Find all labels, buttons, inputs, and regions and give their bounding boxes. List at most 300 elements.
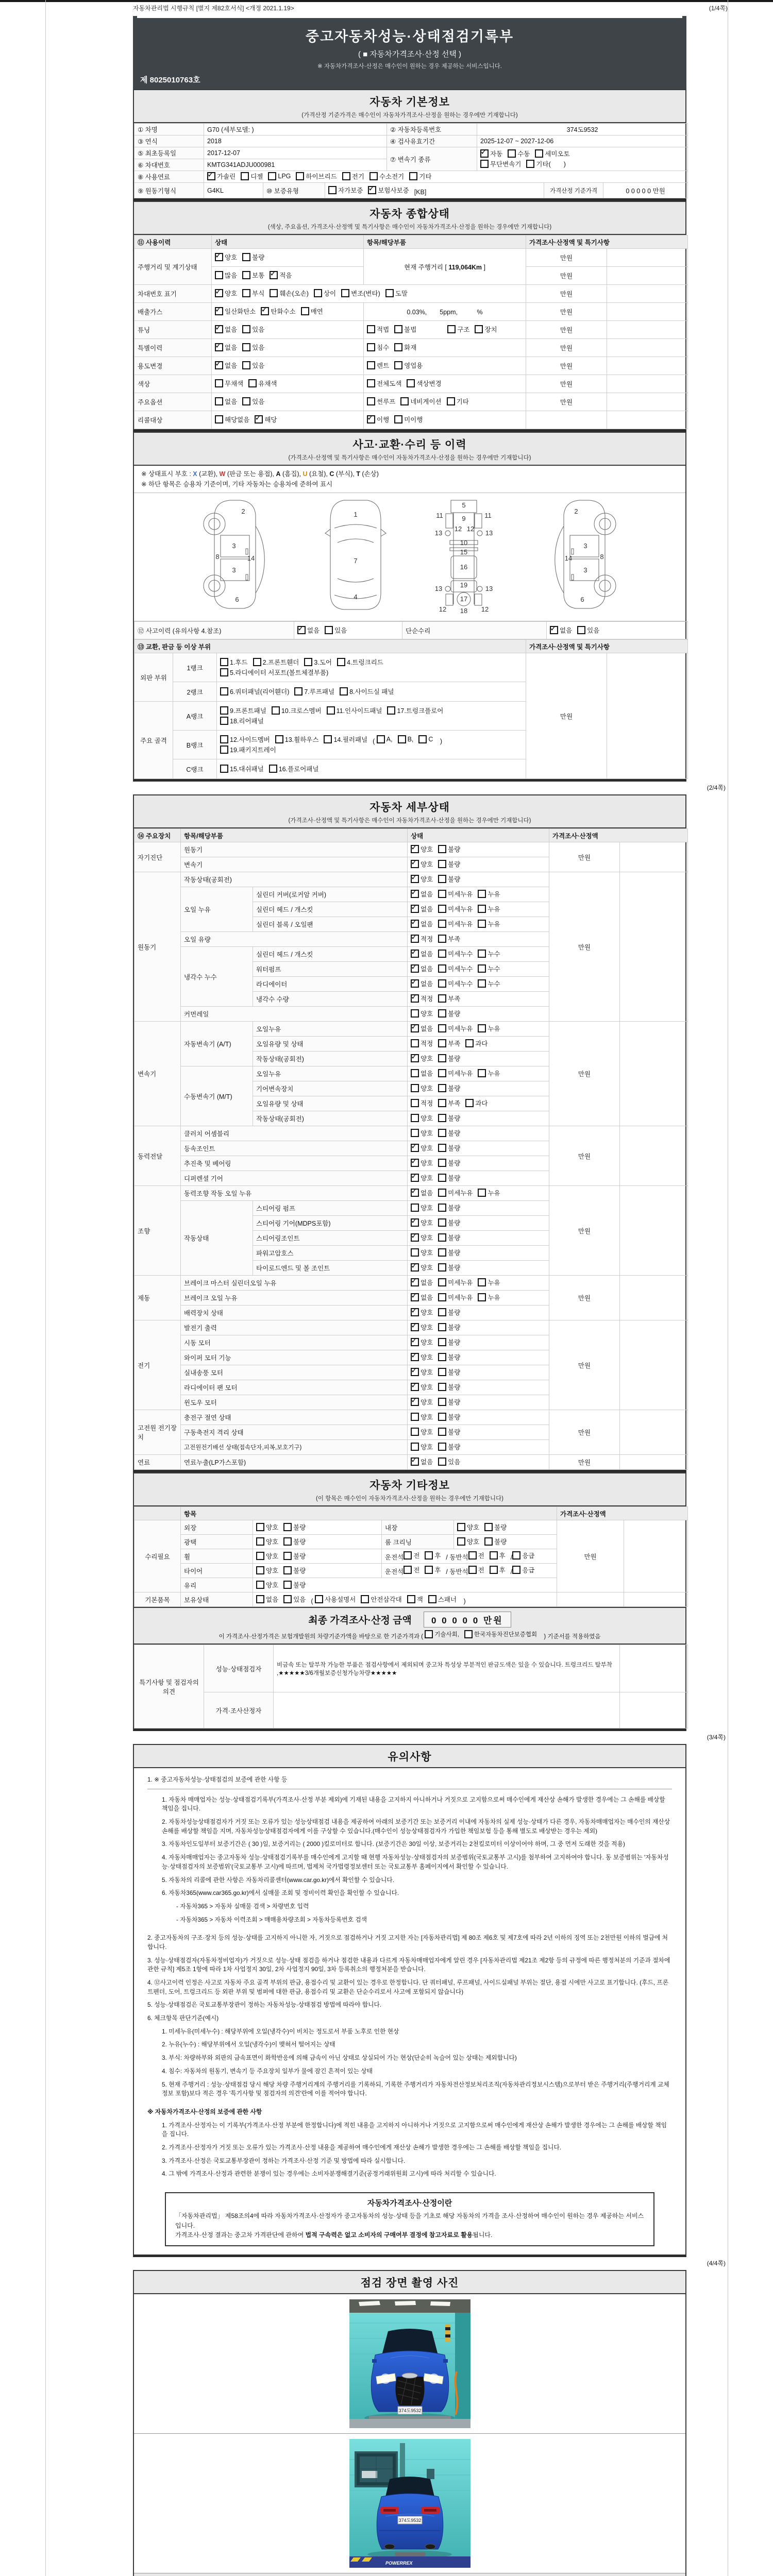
- table-cell: [620, 1022, 688, 1126]
- checkbox-unchecked: [478, 979, 500, 988]
- checkbox-box: [480, 149, 489, 158]
- table-cell: [364, 339, 526, 357]
- checkbox-box: [394, 325, 402, 333]
- checkbox-unchecked: [315, 1595, 356, 1604]
- checkbox-box: [367, 397, 375, 405]
- table-cell: [624, 1520, 688, 1592]
- checkbox-label: 없음: [421, 951, 433, 958]
- checkbox-box: [256, 1581, 264, 1589]
- checkbox-label: 불량: [448, 1369, 461, 1376]
- car-diagram-side-left: [196, 497, 286, 616]
- checkbox-unchecked: [490, 1565, 506, 1574]
- checkbox-unchecked: [457, 1522, 479, 1532]
- table-cell: 만원: [526, 357, 607, 375]
- checkbox-box: [294, 687, 303, 696]
- checkbox-unchecked: [242, 289, 264, 298]
- price-definition-line2-post: 됩니다.: [473, 2231, 493, 2239]
- checkbox-box: [411, 1383, 419, 1391]
- accident-title: 사고·교환·수리 등 이력: [352, 439, 467, 451]
- checkbox-label: 양호: [266, 1523, 279, 1531]
- checkbox-checked: [367, 415, 389, 424]
- table-row: [135, 375, 688, 393]
- checkbox-unchecked: [438, 979, 473, 988]
- checkbox-unchecked: [438, 1173, 460, 1182]
- table-cell: 주요 골격: [135, 702, 173, 779]
- checkbox-box: [490, 1551, 498, 1560]
- checkbox-unchecked: [220, 735, 270, 744]
- table-cell: 만원: [526, 653, 607, 779]
- checkbox-label: 침수: [377, 344, 390, 351]
- table-cell: 원동기: [181, 842, 408, 857]
- table-cell: [408, 1410, 549, 1425]
- checkbox-label: 누유: [488, 1025, 500, 1032]
- svg-text:13: 13: [434, 529, 443, 537]
- notice-item: 5. 자동차의 리콜에 관한 사항은 자동차리콜센터(www.car.go.kr)에서 확인할 수 있습니다.: [162, 1876, 395, 1884]
- checkbox-label: 양호: [421, 861, 433, 868]
- checkbox-label: 미세누유: [448, 906, 473, 913]
- table-row: [135, 1022, 688, 1037]
- checkbox-label: 있음: [252, 398, 265, 405]
- checkbox-label: 8.사이드실 패널: [349, 688, 394, 696]
- checkbox-label: 탄화수소: [271, 308, 296, 315]
- table: [134, 621, 688, 639]
- svg-text:3: 3: [232, 566, 236, 574]
- table-cell: [408, 1141, 549, 1156]
- checkbox-box: [438, 1353, 446, 1361]
- overall-state-header: [134, 202, 685, 235]
- table-cell: 냉각수 수량: [253, 992, 408, 1007]
- checkbox-box: [215, 361, 223, 369]
- checkbox-unchecked: [367, 397, 395, 406]
- checkbox-box: [438, 1144, 446, 1152]
- text: (손상): [360, 470, 379, 478]
- table-cell: [408, 1440, 549, 1455]
- table-cell: [382, 1564, 557, 1578]
- notice-item: 4. ⑫사고이력 인정은 사고로 자동차 주요 골격 부위의 판금, 용접수리 및 교환이 있는 경우로 한정합니다. 단 쿼터패널, 루프패널, 사이드실패널 부위는 절단, 용접 시에만 사고로 표기합니다. (후드, 프론트펜더, 도어, 트렁크리드 등 외판 부위 및 범퍼에 대한 판금, 용접수리 및 교환은 단순수리로서 사고에 포함되지 않습니다): [147, 1979, 669, 1995]
- checkbox-box: [385, 289, 394, 297]
- checkbox-unchecked: [577, 625, 599, 635]
- photo-rear-row: [134, 2434, 685, 2573]
- checkbox-label: LPG: [278, 173, 291, 180]
- table-cell: 동력전달: [135, 1126, 181, 1186]
- checkbox-box: [242, 361, 250, 369]
- table-cell: [607, 321, 688, 339]
- checkbox-unchecked: [438, 1054, 460, 1063]
- table-cell: [212, 375, 364, 393]
- checkbox-label: 미세누유: [448, 891, 473, 898]
- checkbox-unchecked: [438, 934, 460, 943]
- text: (: [373, 737, 377, 745]
- checkbox-label: 불량: [448, 1115, 461, 1122]
- table-cell: [477, 147, 688, 171]
- checkbox-label: 양호: [421, 1354, 433, 1361]
- table-cell: 0 0 0 0 0 만원: [603, 183, 688, 198]
- table-cell: [408, 1126, 549, 1141]
- checkbox-box: [411, 1129, 419, 1137]
- checkbox-unchecked: [404, 1551, 419, 1560]
- table-cell: [408, 1231, 549, 1246]
- checkbox-box: [248, 379, 257, 387]
- checkbox-box: [215, 253, 223, 261]
- table-cell: [408, 1320, 549, 1335]
- table: [134, 1506, 688, 1607]
- table-cell: 오일누유: [253, 1022, 408, 1037]
- checkbox-box: [411, 1054, 419, 1062]
- table-cell: [408, 1455, 549, 1470]
- text: (교환),: [197, 470, 220, 478]
- checkbox-label: 자동: [490, 150, 503, 158]
- checkbox-label: 없음: [225, 344, 238, 351]
- checkbox-checked: [411, 1308, 433, 1317]
- table-cell: 용도변경: [135, 357, 212, 375]
- checkbox-label: 불량: [293, 1538, 306, 1546]
- checkbox-unchecked: [220, 668, 328, 677]
- checkbox-label: 양호: [421, 1399, 433, 1406]
- price-definition-line2-bold: 법적 구속력은 없고 소비자의 구매여부 결정에 참고자료로 활용: [305, 2231, 473, 2239]
- checkbox-label: 9.프론트패널: [230, 707, 266, 715]
- checkbox-box: [411, 1144, 419, 1152]
- table-cell: [408, 1350, 549, 1365]
- svg-text:10: 10: [460, 539, 468, 547]
- checkbox-unchecked: [438, 1083, 460, 1093]
- table-cell: KMTG341ADJU000981: [204, 159, 387, 171]
- checkbox-unchecked: [242, 270, 264, 280]
- checkbox-unchecked: [411, 1248, 433, 1257]
- svg-text:13: 13: [485, 529, 493, 537]
- text: (흠집),: [280, 470, 303, 478]
- checkbox-checked: [411, 844, 433, 854]
- checkbox-box: [242, 253, 250, 261]
- checkbox-label: 전: [413, 1552, 420, 1560]
- checkbox-box: [411, 994, 419, 1003]
- notice-item: 2. 중고자동차의 구조·장치 등의 성능·상태를 고지하지 아니한 자, 거짓으로 점검하거나 거짓 고지한 자는 [자동차관리법] 제 80조 제6호 및 제7호에 따라 2년 이하의 징역 또는 2천만원 이하의 벌금에 처합니다.: [147, 1934, 668, 1951]
- checkbox-box: [438, 845, 446, 853]
- checkbox-box: [304, 658, 312, 666]
- table-cell: [364, 321, 526, 339]
- checkbox-unchecked: [325, 625, 347, 635]
- checkbox-box: [215, 307, 223, 315]
- checkbox-box: [283, 1566, 292, 1574]
- checkbox-unchecked: [328, 185, 363, 195]
- checkbox-box: [478, 1069, 486, 1077]
- table-cell: 튜닝: [135, 321, 212, 339]
- checkbox-box: [411, 1428, 419, 1436]
- table-cell: 작동상태(공회전): [181, 872, 408, 887]
- checkbox-label: 없음: [421, 1279, 433, 1286]
- checkbox-label: 양호: [421, 1234, 433, 1242]
- table-cell: [217, 731, 526, 759]
- checkbox-label: 미세누유: [448, 1070, 473, 1077]
- checkbox-box: [577, 626, 585, 634]
- checkbox-label: 없음: [421, 1025, 433, 1032]
- checkbox-box: [242, 325, 250, 333]
- checkbox-label: 보험사보증: [378, 187, 409, 194]
- table-row: [135, 653, 688, 682]
- table-row: [135, 842, 688, 857]
- checkbox-box: [269, 765, 277, 773]
- table: [134, 828, 688, 1470]
- page-top-rule: [0, 0, 773, 2]
- checkbox-box: [438, 1204, 446, 1212]
- checkbox-unchecked: [400, 397, 441, 406]
- checkbox-label: A,: [386, 735, 393, 743]
- table-cell: ⑬ 교환, 판금 등 이상 부위: [135, 640, 526, 653]
- table-cell: [620, 872, 688, 1022]
- table-row: [135, 249, 688, 267]
- svg-text:12: 12: [439, 605, 447, 613]
- table-cell: [253, 1578, 557, 1592]
- checkbox-box: [411, 860, 419, 868]
- table-cell: 스티어링 기어(MDPS포함): [253, 1216, 408, 1231]
- text: W: [219, 470, 226, 478]
- checkbox-label: 없음: [421, 891, 433, 898]
- checkbox-label: 변조(변타): [351, 290, 380, 297]
- checkbox-label: 17.트렁크플로어: [397, 707, 444, 715]
- checkbox-label: 미세누유: [448, 1279, 473, 1286]
- svg-text:5: 5: [462, 501, 466, 509]
- table-cell: 광택: [181, 1535, 253, 1549]
- checkbox-box: [411, 1099, 419, 1107]
- checkbox-box: [369, 172, 378, 180]
- table-cell: 실린더 블록 / 오일팬: [253, 917, 408, 932]
- checkbox-label: 있음: [252, 362, 265, 369]
- table-cell: [325, 183, 544, 198]
- checkbox-checked: [411, 1397, 433, 1406]
- basic-info-header: [134, 90, 685, 123]
- table-cell: A랭크: [173, 702, 217, 731]
- table-row: [135, 1592, 688, 1607]
- checkbox-unchecked: [438, 1427, 460, 1436]
- table-cell: 특별이력: [135, 339, 212, 357]
- checkbox-label: 있음: [252, 344, 265, 351]
- checkbox-label: 불량: [448, 1234, 461, 1242]
- checkbox-box: [207, 172, 215, 180]
- checkbox-unchecked: [241, 172, 263, 181]
- table-cell: [607, 411, 688, 429]
- checkbox-label: 부족: [448, 995, 461, 1003]
- checkbox-box: [478, 890, 486, 898]
- front-license-plate: 374도9532: [398, 2408, 421, 2413]
- checkbox-unchecked: [215, 379, 243, 388]
- text: ): [462, 1597, 466, 1605]
- notice-item: 4. 그 밖에 가격조사·산정과 관련한 분쟁이 있는 경우에는 소비자분쟁해결기준(공정거래위원회 고시)에 따라 처리할 수 있습니다.: [162, 2170, 496, 2178]
- checkbox-label: 5.라디에이터 서포트(볼트체결부품): [230, 669, 329, 676]
- checkbox-box: [411, 1413, 419, 1421]
- table-cell: 자기진단: [135, 842, 181, 872]
- checkbox-unchecked: [340, 687, 394, 696]
- text: [KB]: [414, 188, 427, 196]
- checkbox-label: 전: [413, 1567, 420, 1574]
- checkbox-label: 12.사이드멤버: [230, 736, 270, 743]
- table-row: [135, 235, 688, 249]
- checkbox-unchecked: [361, 1595, 401, 1604]
- text: T: [356, 470, 360, 478]
- checkbox-unchecked: [526, 159, 565, 168]
- table-cell: 주행거리 및 계기상태: [135, 249, 212, 285]
- checkbox-unchecked: [215, 397, 237, 406]
- svg-text:17: 17: [460, 595, 468, 603]
- table-cell: [547, 622, 688, 639]
- checkbox-label: 미세누유: [448, 921, 473, 928]
- table-cell: [217, 702, 526, 731]
- checkbox-box: [438, 1159, 446, 1167]
- table-cell: [620, 1320, 688, 1410]
- table-cell: ③ 연식: [135, 135, 204, 147]
- table-cell: 오일유량 및 상태: [253, 1037, 408, 1052]
- svg-text:8: 8: [600, 553, 604, 561]
- svg-text:3: 3: [232, 542, 236, 550]
- checkbox-label: 기술사회,: [434, 1632, 459, 1638]
- table-cell: [607, 653, 688, 779]
- table-cell: [364, 357, 526, 375]
- table-cell: [212, 411, 364, 429]
- checkbox-label: 양호: [421, 1264, 433, 1272]
- notice-item: - 자동차365 > 자동차 실매물 검색 > 차량번호 입력: [176, 1902, 309, 1910]
- checkbox-box: [411, 1338, 419, 1346]
- table-cell: [408, 1037, 549, 1052]
- checkbox-label: 가솔린: [217, 173, 236, 180]
- text: U: [303, 470, 308, 478]
- checkbox-label: 없음: [421, 1459, 433, 1466]
- checkbox-unchecked: [398, 735, 414, 743]
- table-cell: 자동변속기 (A/T): [181, 1022, 253, 1066]
- overall-state-subtitle: (색상, 주요옵션, 가격조사·산정액 및 특기사항은 매수인이 자동차가격조사·산정을 원하는 경우에만 기재합니다): [267, 224, 552, 230]
- checkbox-label: 하이브리드: [306, 173, 337, 180]
- notice-item: 3. 성능·상태점검자(자동차정비업자)가 거짓으로 성능·상태 점검을 하거나 점검한 내용과 다르게 자동차매매업자에게 알린 경우 [자동차관리법 제21조 제2항 등의 규정에 따른 행정처분의 기준과 절차에 관한 규칙] 제5조 1항에 따라 1차 사업정지 30일, 2차 사업정지 90일, 3차 등록취소의 행정처분을 받습니다.: [147, 1956, 670, 1973]
- table-cell: 실린더 헤드 / 개스킷: [253, 947, 408, 962]
- dyno-brand-label: POWERREX: [385, 2560, 413, 2566]
- checkbox-label: 양호: [421, 1414, 433, 1421]
- checkbox-box: [411, 1084, 419, 1092]
- checkbox-unchecked: [438, 1039, 460, 1048]
- checkbox-unchecked: [438, 1352, 460, 1362]
- checkbox-unchecked: [438, 1098, 460, 1108]
- checkbox-checked: [215, 252, 237, 262]
- accident-flag-table: [134, 621, 685, 639]
- checkbox-unchecked: [478, 919, 500, 928]
- notices-section: [133, 1744, 686, 2257]
- checkbox-unchecked: [438, 1113, 460, 1123]
- checkbox-label: 양호: [421, 1160, 433, 1167]
- checkbox-box: [220, 717, 228, 725]
- checkbox-unchecked: [418, 735, 433, 743]
- checkbox-unchecked: [512, 1565, 534, 1574]
- checkbox-unchecked: [438, 1367, 460, 1377]
- checkbox-checked: [411, 1158, 433, 1167]
- checkbox-label: 양호: [266, 1552, 279, 1560]
- checkbox-box: [425, 1630, 433, 1638]
- checkbox-box: [512, 1551, 520, 1560]
- checkbox-box: [256, 1537, 264, 1546]
- checkbox-unchecked: [220, 716, 264, 725]
- checkbox-label: 없음: [421, 1190, 433, 1197]
- checkbox-label: 부족: [448, 936, 461, 943]
- detail-state-title: 자동차 세부상태: [369, 802, 450, 814]
- checkbox-label: 적음: [279, 272, 292, 279]
- checkbox-unchecked: [268, 172, 291, 180]
- checkbox-unchecked: [411, 1128, 433, 1138]
- table-cell: [408, 872, 549, 887]
- table-cell: 스티어링 펌프: [253, 1201, 408, 1216]
- table-cell: 1랭크: [173, 653, 217, 682]
- checkbox-label: 불량: [448, 876, 461, 883]
- checkbox-unchecked: [411, 1203, 433, 1212]
- table-cell: 가격조사·산정액: [557, 1507, 688, 1520]
- checkbox-label: 불량: [448, 846, 461, 853]
- checkbox-unchecked: [256, 1595, 278, 1604]
- checkbox-label: 불량: [448, 1384, 461, 1391]
- checkbox-label: 도말: [395, 290, 408, 297]
- svg-text:15: 15: [460, 548, 468, 556]
- checkbox-label: 네비게이션: [410, 398, 442, 405]
- checkbox-label: 미세누수: [448, 965, 473, 973]
- checkbox-unchecked: [438, 904, 473, 913]
- checkbox-box: [296, 172, 304, 180]
- table-cell: 가격조사·산정액 및 특기사항: [526, 235, 688, 249]
- checkbox-unchecked: [438, 1323, 460, 1332]
- table-cell: 색상: [135, 375, 212, 393]
- checkbox-unchecked: [411, 1412, 433, 1421]
- price-definition-box: [165, 2192, 654, 2246]
- svg-text:11: 11: [484, 512, 492, 519]
- checkbox-box: [411, 1204, 419, 1212]
- checkbox-label: 불량: [448, 1354, 461, 1361]
- checkbox-box: [411, 905, 419, 913]
- notice-item: - 자동차365 > 자동차 이력조회 > 매매용차량조회 > 자동차등록번호 검색: [176, 1916, 367, 1923]
- title-inner-rule: [137, 16, 682, 18]
- table-cell: 내장: [382, 1520, 454, 1535]
- accident-note-2: ※ 하단 항목은 승용차 기준이며, 기타 자동차는 승용차에 준하여 표시: [141, 481, 333, 488]
- checkbox-box: [425, 1566, 433, 1574]
- checkbox-box: [314, 289, 322, 297]
- checkbox-unchecked: [438, 1457, 460, 1466]
- checkbox-label: 불량: [494, 1538, 507, 1546]
- table-cell: [253, 1564, 382, 1578]
- checkbox-unchecked: [438, 1412, 460, 1421]
- checkbox-label: 과다: [475, 1100, 488, 1107]
- table-cell: 고전원 전기장치: [135, 1410, 181, 1455]
- svg-text:12: 12: [454, 525, 462, 533]
- checkbox-checked: [411, 1323, 433, 1332]
- checkbox-unchecked: [270, 289, 309, 298]
- checkbox-box: [468, 1566, 477, 1574]
- checkbox-label: 미세누수: [448, 980, 473, 988]
- checkbox-label: 양호: [421, 1339, 433, 1346]
- checkbox-label: 양호: [266, 1581, 279, 1589]
- table-cell: [620, 1186, 688, 1276]
- table: [134, 639, 688, 779]
- table-cell: [454, 1520, 557, 1535]
- checkbox-label: 미이행: [404, 416, 423, 423]
- svg-text:3: 3: [583, 566, 587, 574]
- checkbox-unchecked: [269, 764, 319, 773]
- notice-item: 1. ※ 중고자동차성능·상태점검의 보증에 관한 사항 등: [147, 1776, 288, 1783]
- checkbox-label: 불량: [293, 1523, 306, 1531]
- notice-item: ※ 자동차가격조사·산정의 보증에 관한 사항: [147, 2108, 262, 2115]
- checkbox-unchecked: [220, 764, 264, 773]
- checkbox-unchecked: [301, 307, 323, 316]
- other-info-header: [134, 1473, 685, 1506]
- checkbox-label: 디젤: [250, 173, 263, 180]
- table: [134, 235, 688, 429]
- table-cell: [253, 1592, 557, 1607]
- notice-item: 2. 자동차성능상태점검자가 거짓 또는 오류가 있는 성능상태점검 내용을 제공하여 아래의 보증기간 또는 보증거리 이내에 자동차의 실제 성능·상태가 다른 경우, 자동차매매업자는 매수인의 재산상 손해를 배상할 책임을 지며, 자동차성능상태점검자에게 이를 구상할 수 있습니다.(매수인이 성능상태점검자가 가입한 책임보험 등을 통해 별도로 배상받는 경우는 제외): [162, 1818, 670, 1835]
- checkbox-unchecked: [407, 1595, 423, 1604]
- table-cell: 스티어링조인트: [253, 1231, 408, 1246]
- checkbox-unchecked: [411, 1098, 433, 1108]
- checkbox-label: 누유: [488, 906, 500, 913]
- checkbox-label: 화재: [404, 344, 417, 351]
